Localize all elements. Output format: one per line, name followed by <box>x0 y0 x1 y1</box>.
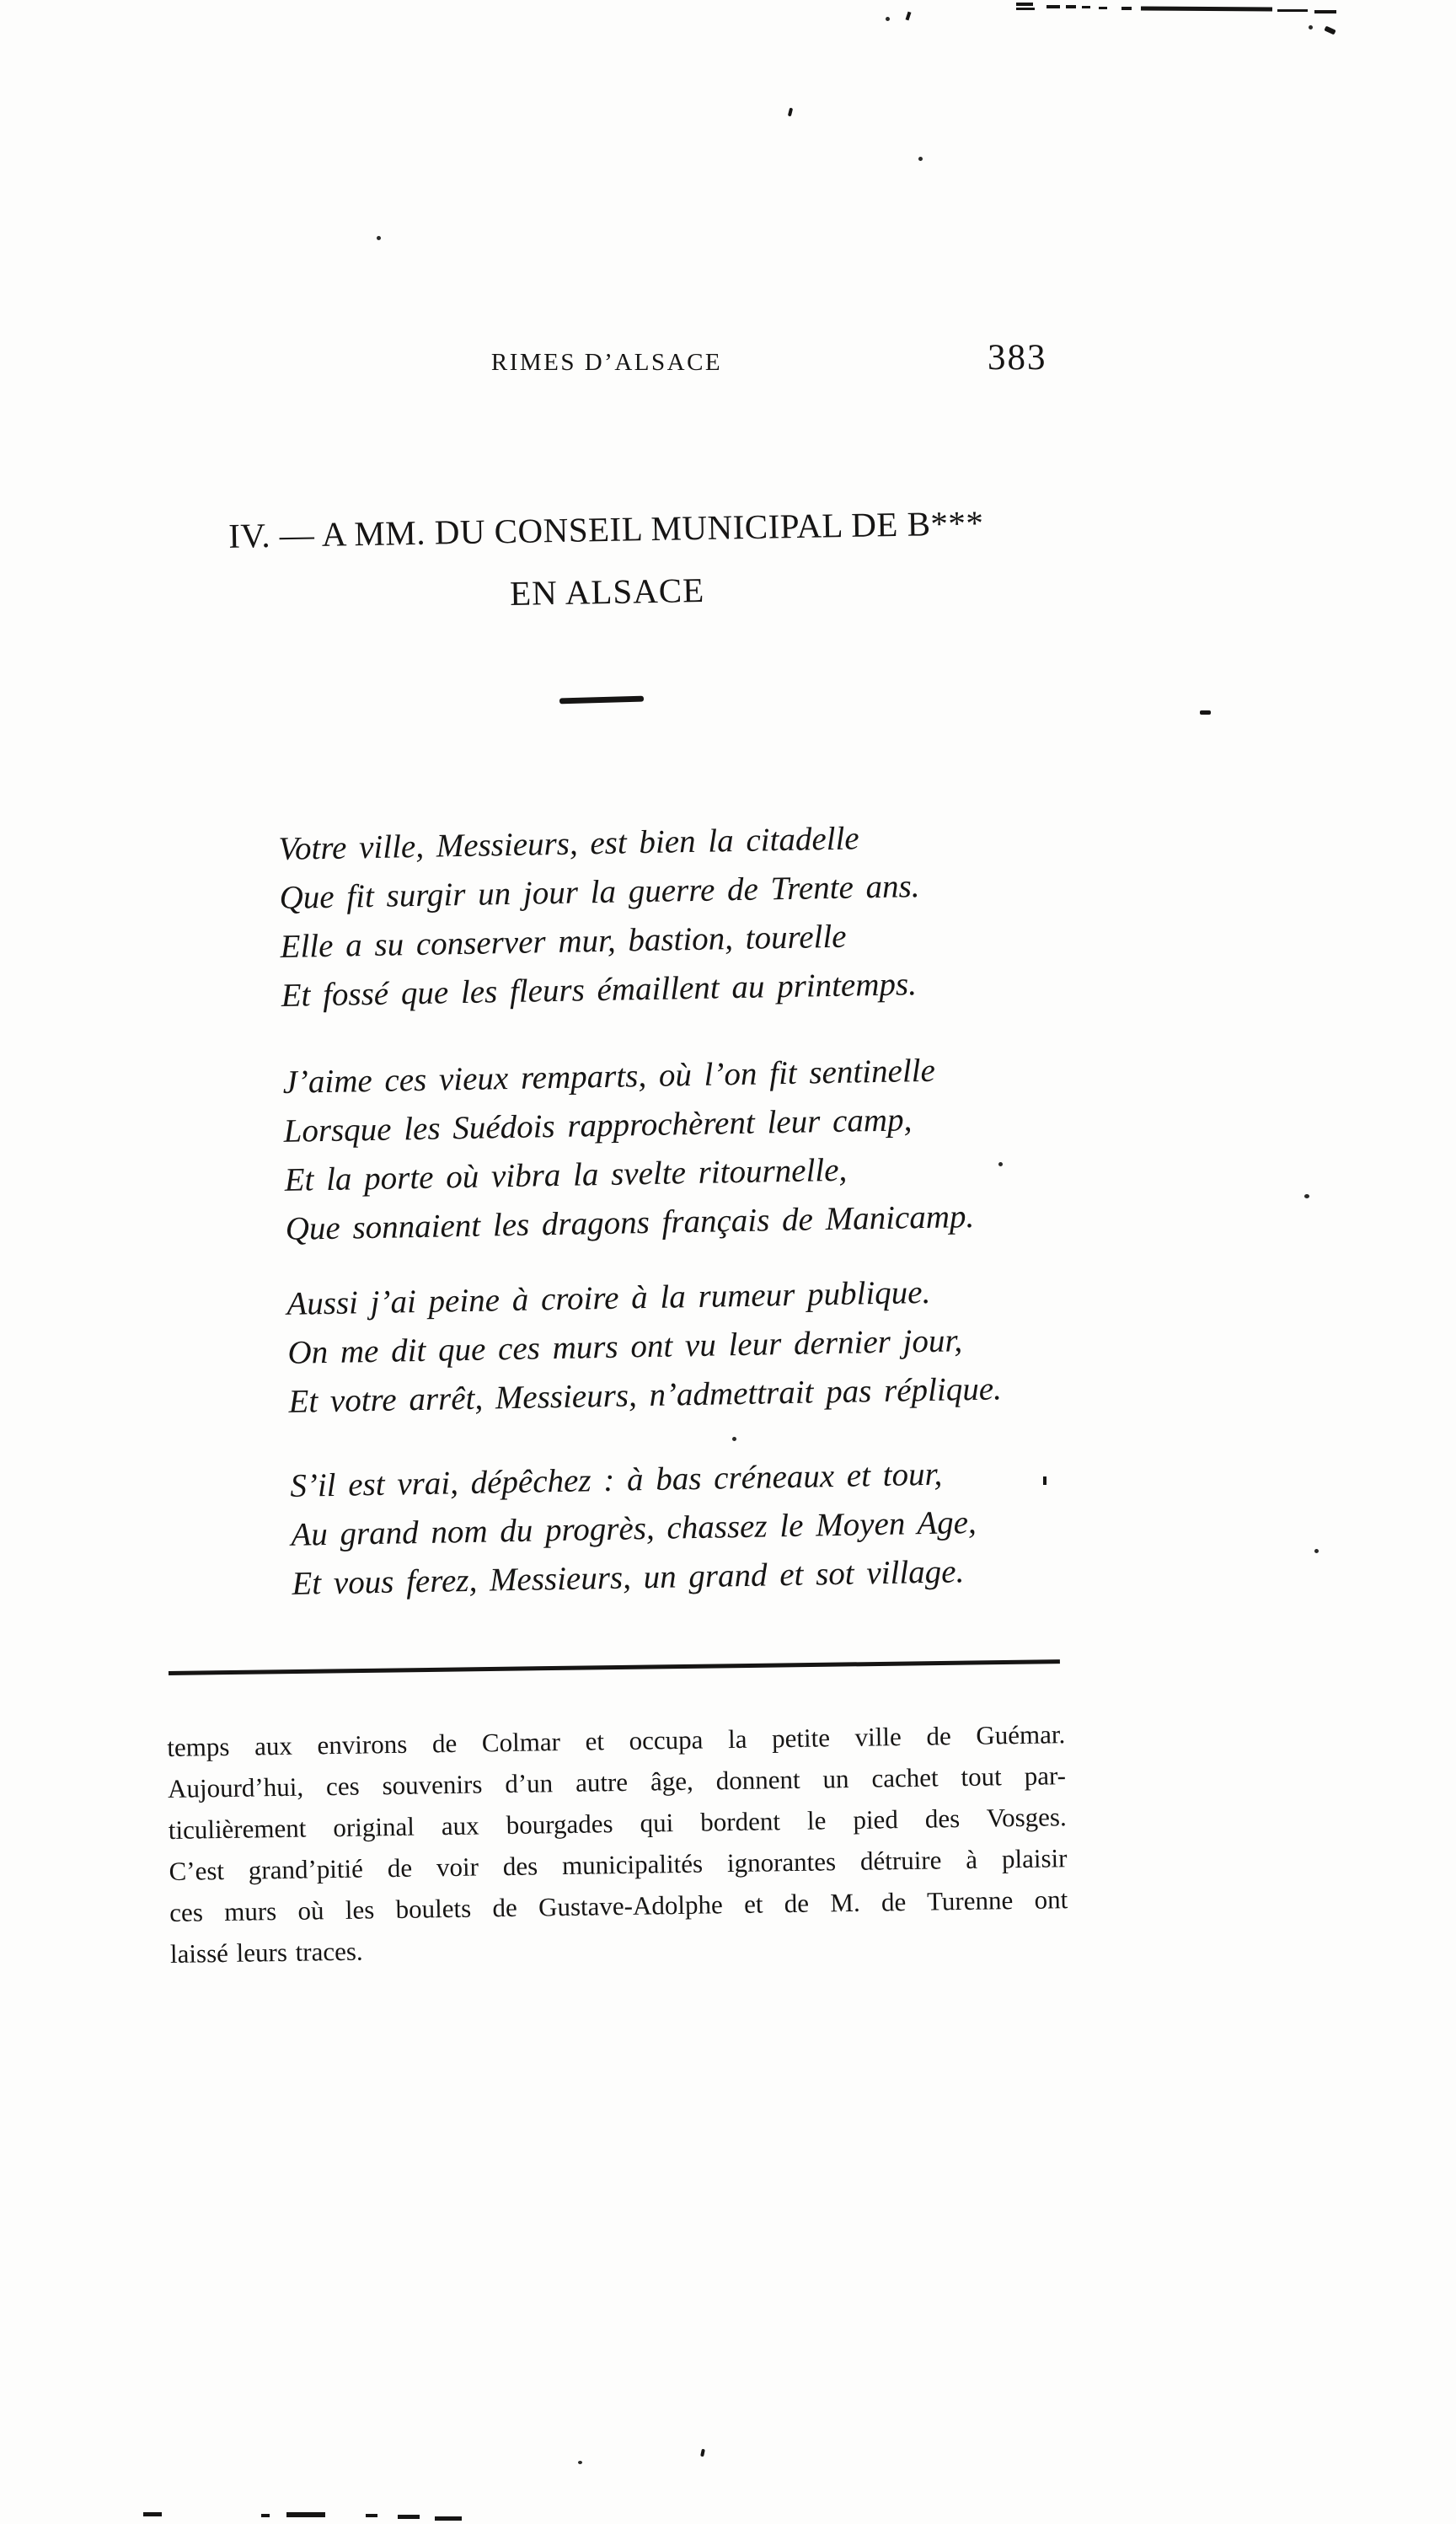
scan-artifact-dash <box>261 2514 270 2517</box>
scan-speck <box>1200 710 1211 715</box>
poem-line: Aussi j’ai peine à croire à la rumeur publique. <box>286 1273 931 1322</box>
scan-speck <box>578 2461 582 2464</box>
scan-artifact-dash <box>1082 6 1090 8</box>
scan-artifact-dash <box>1099 7 1107 9</box>
poem-line: J’aime ces vieux remparts, où l’on fit sentinelle <box>282 1052 936 1101</box>
scan-speck <box>1043 1476 1046 1485</box>
scan-speck <box>1314 1549 1319 1553</box>
poem-stanza-1 <box>278 812 994 1020</box>
poem-stanza-2 <box>282 1045 998 1253</box>
poem-line: Que fit surgir un jour la guerre de Trente ans. <box>279 868 920 916</box>
page-number: 383 <box>988 338 1047 378</box>
scan-artifact-dash <box>1016 8 1035 10</box>
scan-speck <box>788 108 793 117</box>
title-divider-rule <box>559 696 644 705</box>
running-title: RIMES D’ALSACE <box>490 349 723 376</box>
poem-line: Et votre arrêt, Messieurs, n’admettrait pas réplique. <box>288 1370 1003 1420</box>
poem-stanza-4 <box>290 1449 1005 1608</box>
scan-artifact-dash <box>143 2512 162 2516</box>
poem-line: On me dit que ces murs ont vu leur dernier jour, <box>287 1322 963 1371</box>
scan-artifact-dash <box>286 2512 325 2517</box>
scan-speck <box>700 2449 705 2457</box>
section-title-line-1: IV. — A MM. DU CONSEIL MUNICIPAL DE B*** <box>228 503 984 555</box>
poem-line: Lorsque les Suédois rapprochèrent leur camp, <box>283 1101 913 1149</box>
footnote-line: Aujourd’hui, ces souvenirs d’un autre âge, donnent un cachet tout par- <box>167 1760 1067 1803</box>
poem-line: Et fossé que les fleurs émaillent au printemps. <box>281 966 918 1014</box>
scan-artifact-dash <box>1141 6 1272 11</box>
footnote-line: ticulièrement original aux bourgades qui bordent le pied des Vosges. <box>168 1802 1067 1845</box>
scan-artifact-dash <box>1046 5 1060 8</box>
footnote-line: ces murs où les boulets de Gustave-Adolphe et de M. de Turenne ont <box>169 1884 1068 1927</box>
scan-speck <box>1304 1194 1309 1198</box>
scan-speck <box>906 12 912 21</box>
scan-speck <box>1309 25 1313 29</box>
footnote-separator-rule <box>169 1659 1060 1675</box>
footnote-line: temps aux environs de Colmar et occupa la petite ville de Guémar. <box>167 1719 1066 1762</box>
section-title <box>95 500 1118 620</box>
poem-line: Et vous ferez, Messieurs, un grand et sot village. <box>292 1553 965 1602</box>
scan-artifact-dash <box>1314 10 1336 13</box>
poem-line: Votre ville, Messieurs, est bien la citadelle <box>278 820 860 867</box>
scan-speck <box>998 1162 1003 1166</box>
scan-artifact-dash <box>398 2515 420 2519</box>
footnote <box>167 1713 1068 1975</box>
poem <box>278 812 1005 1608</box>
poem-line: Au grand nom du progrès, chassez le Moyen Age, <box>291 1503 977 1553</box>
scan-artifact-dash <box>366 2514 377 2517</box>
scan-artifact-dash <box>1277 9 1308 12</box>
poem-line: Et la porte où vibra la svelte ritournelle, <box>284 1151 848 1198</box>
poem-stanza-3 <box>286 1267 1002 1426</box>
scan-speck <box>918 157 923 161</box>
poem-line: Que sonnaient les dragons français de Manicamp. <box>285 1198 975 1247</box>
footnote-line: C’est grand’pitié de voir des municipalités ignorantes détruire à plaisir <box>169 1843 1068 1886</box>
scan-artifact-dash <box>435 2516 462 2521</box>
scan-speck <box>1324 26 1336 35</box>
poem-line: Elle a su conserver mur, bastion, tourelle <box>280 918 847 965</box>
scan-artifact-dash <box>1121 7 1132 10</box>
scan-artifact-dash <box>1016 3 1033 6</box>
scan-speck <box>886 17 890 21</box>
scan-artifact-dash <box>1066 5 1076 8</box>
section-title-line-2: EN ALSACE <box>509 570 705 614</box>
footnote-line: laissé leurs traces. <box>169 1936 363 1969</box>
poem-line: S’il est vrai, dépêchez : à bas créneaux et tour, <box>289 1455 943 1504</box>
scan-speck <box>377 236 381 240</box>
